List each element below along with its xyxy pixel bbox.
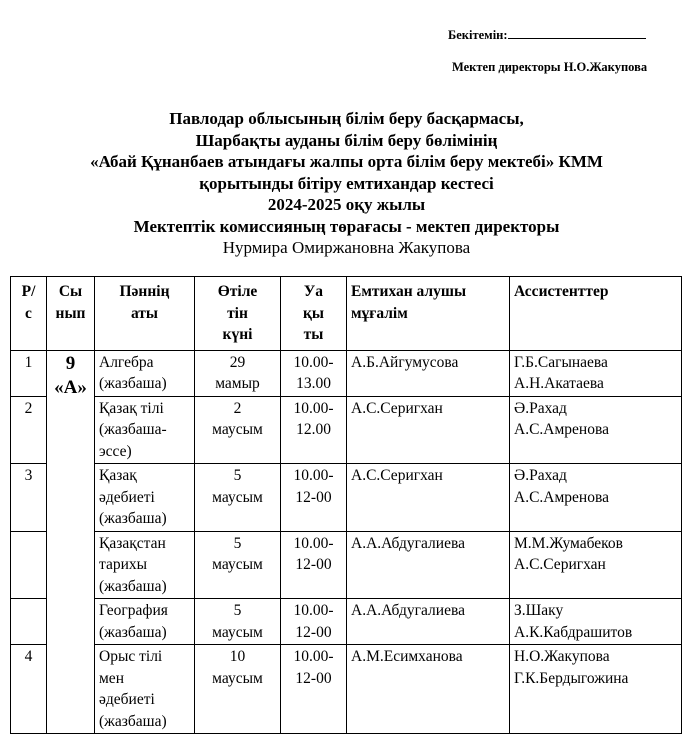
- assistants-cell: М.М.Жумабеков А.С.Серигхан: [510, 531, 682, 599]
- time-cell: 10.00- 13.00: [281, 350, 347, 396]
- header-date: Өтіле тін күні: [195, 277, 281, 351]
- date-cell: 2 маусым: [195, 396, 281, 464]
- class-cell: [47, 350, 95, 734]
- date-cell: 29 мамыр: [195, 350, 281, 396]
- title-line-4: қорытынды бітіру емтихандар кестесі: [199, 173, 494, 193]
- subject-cell: География (жазбаша): [95, 599, 195, 645]
- row-num: 2: [11, 396, 47, 464]
- title-line-1: Павлодар облысының білім беру басқармасы,: [169, 109, 524, 128]
- approval-signature: [448, 26, 646, 43]
- assistants-cell: З.Шаку А.К.Кабдрашитов: [510, 599, 682, 645]
- title-line-3: «Абай Құнанбаев атындағы жалпы орта білім беру мектебі» КММ: [90, 152, 603, 171]
- assistants-cell: Ә.Рахад А.С.Амренова: [510, 464, 682, 532]
- assistants-cell: Г.Б.Сагынаева А.Н.Акатаева: [510, 350, 682, 396]
- time-cell: 10.00- 12.00: [281, 396, 347, 464]
- table-row: [11, 350, 682, 396]
- subject-cell: Қазақ әдебиеті (жазбаша): [95, 464, 195, 532]
- table-row: [11, 396, 682, 464]
- row-num: 3: [11, 464, 47, 532]
- table-row: [11, 599, 682, 645]
- subject-cell: Алгебра (жазбаша): [95, 350, 195, 396]
- subject-cell: Қазақ тілі (жазбаша- эссе): [95, 396, 195, 464]
- header-assistants: Ассистенттер: [510, 277, 682, 351]
- header-teacher: Емтихан алушы мұғалім: [347, 277, 510, 351]
- class-letter: «А»: [54, 376, 87, 398]
- time-cell: 10.00- 12-00: [281, 599, 347, 645]
- time-cell: 10.00- 12-00: [281, 645, 347, 734]
- header-class: Сы нып: [47, 277, 95, 351]
- row-num: 4: [11, 645, 47, 734]
- row-num: [11, 531, 47, 599]
- teacher-cell: А.С.Серигхан: [347, 396, 510, 464]
- subject-cell: Орыс тілі мен әдебиеті (жазбаша): [95, 645, 195, 734]
- date-cell: 5 маусым: [195, 599, 281, 645]
- title-line-2: Шарбақты ауданы білім беру бөлімінің: [195, 130, 498, 150]
- teacher-cell: А.М.Есимханова: [347, 645, 510, 734]
- header-num: Р/ с: [11, 277, 47, 351]
- title-line-5: 2024-2025 оқу жылы: [267, 195, 426, 214]
- teacher-cell: А.Б.Айгумусова: [347, 350, 510, 396]
- header-time: Уа қы ты: [281, 277, 347, 351]
- table-row: [11, 464, 682, 532]
- row-num: [11, 599, 47, 645]
- document-title: [0, 108, 693, 259]
- director-line: Мектеп директоры Н.О.Жакупова: [452, 60, 648, 74]
- time-cell: 10.00- 12-00: [281, 531, 347, 599]
- table-row: [11, 531, 682, 599]
- assistants-cell: Н.О.Жакупова Г.К.Бердыгожина: [510, 645, 682, 734]
- teacher-cell: А.А.Абдугалиева: [347, 599, 510, 645]
- row-num: 1: [11, 350, 47, 396]
- date-cell: 5 маусым: [195, 531, 281, 599]
- title-line-7: Нурмира Омиржановна Жакупова: [222, 238, 471, 257]
- title-line-6: Мектептік комиссияның төрағасы - мектеп директоры: [133, 216, 560, 236]
- signature-line: [508, 26, 646, 39]
- table-row: [11, 645, 682, 734]
- teacher-cell: А.А.Абдугалиева: [347, 531, 510, 599]
- date-cell: 10 маусым: [195, 645, 281, 734]
- date-cell: 5 маусым: [195, 464, 281, 532]
- assistants-cell: Ә.Рахад А.С.Амренова: [510, 396, 682, 464]
- exam-schedule-table: [10, 276, 682, 734]
- teacher-cell: А.С.Серигхан: [347, 464, 510, 532]
- header-subject: Пәннің аты: [95, 277, 195, 351]
- approved-label: Бекітемін:: [448, 28, 508, 42]
- class-number: 9: [65, 352, 76, 374]
- subject-cell: Қазақстан тарихы (жазбаша): [95, 531, 195, 599]
- table-header-row: [11, 277, 682, 351]
- time-cell: 10.00- 12-00: [281, 464, 347, 532]
